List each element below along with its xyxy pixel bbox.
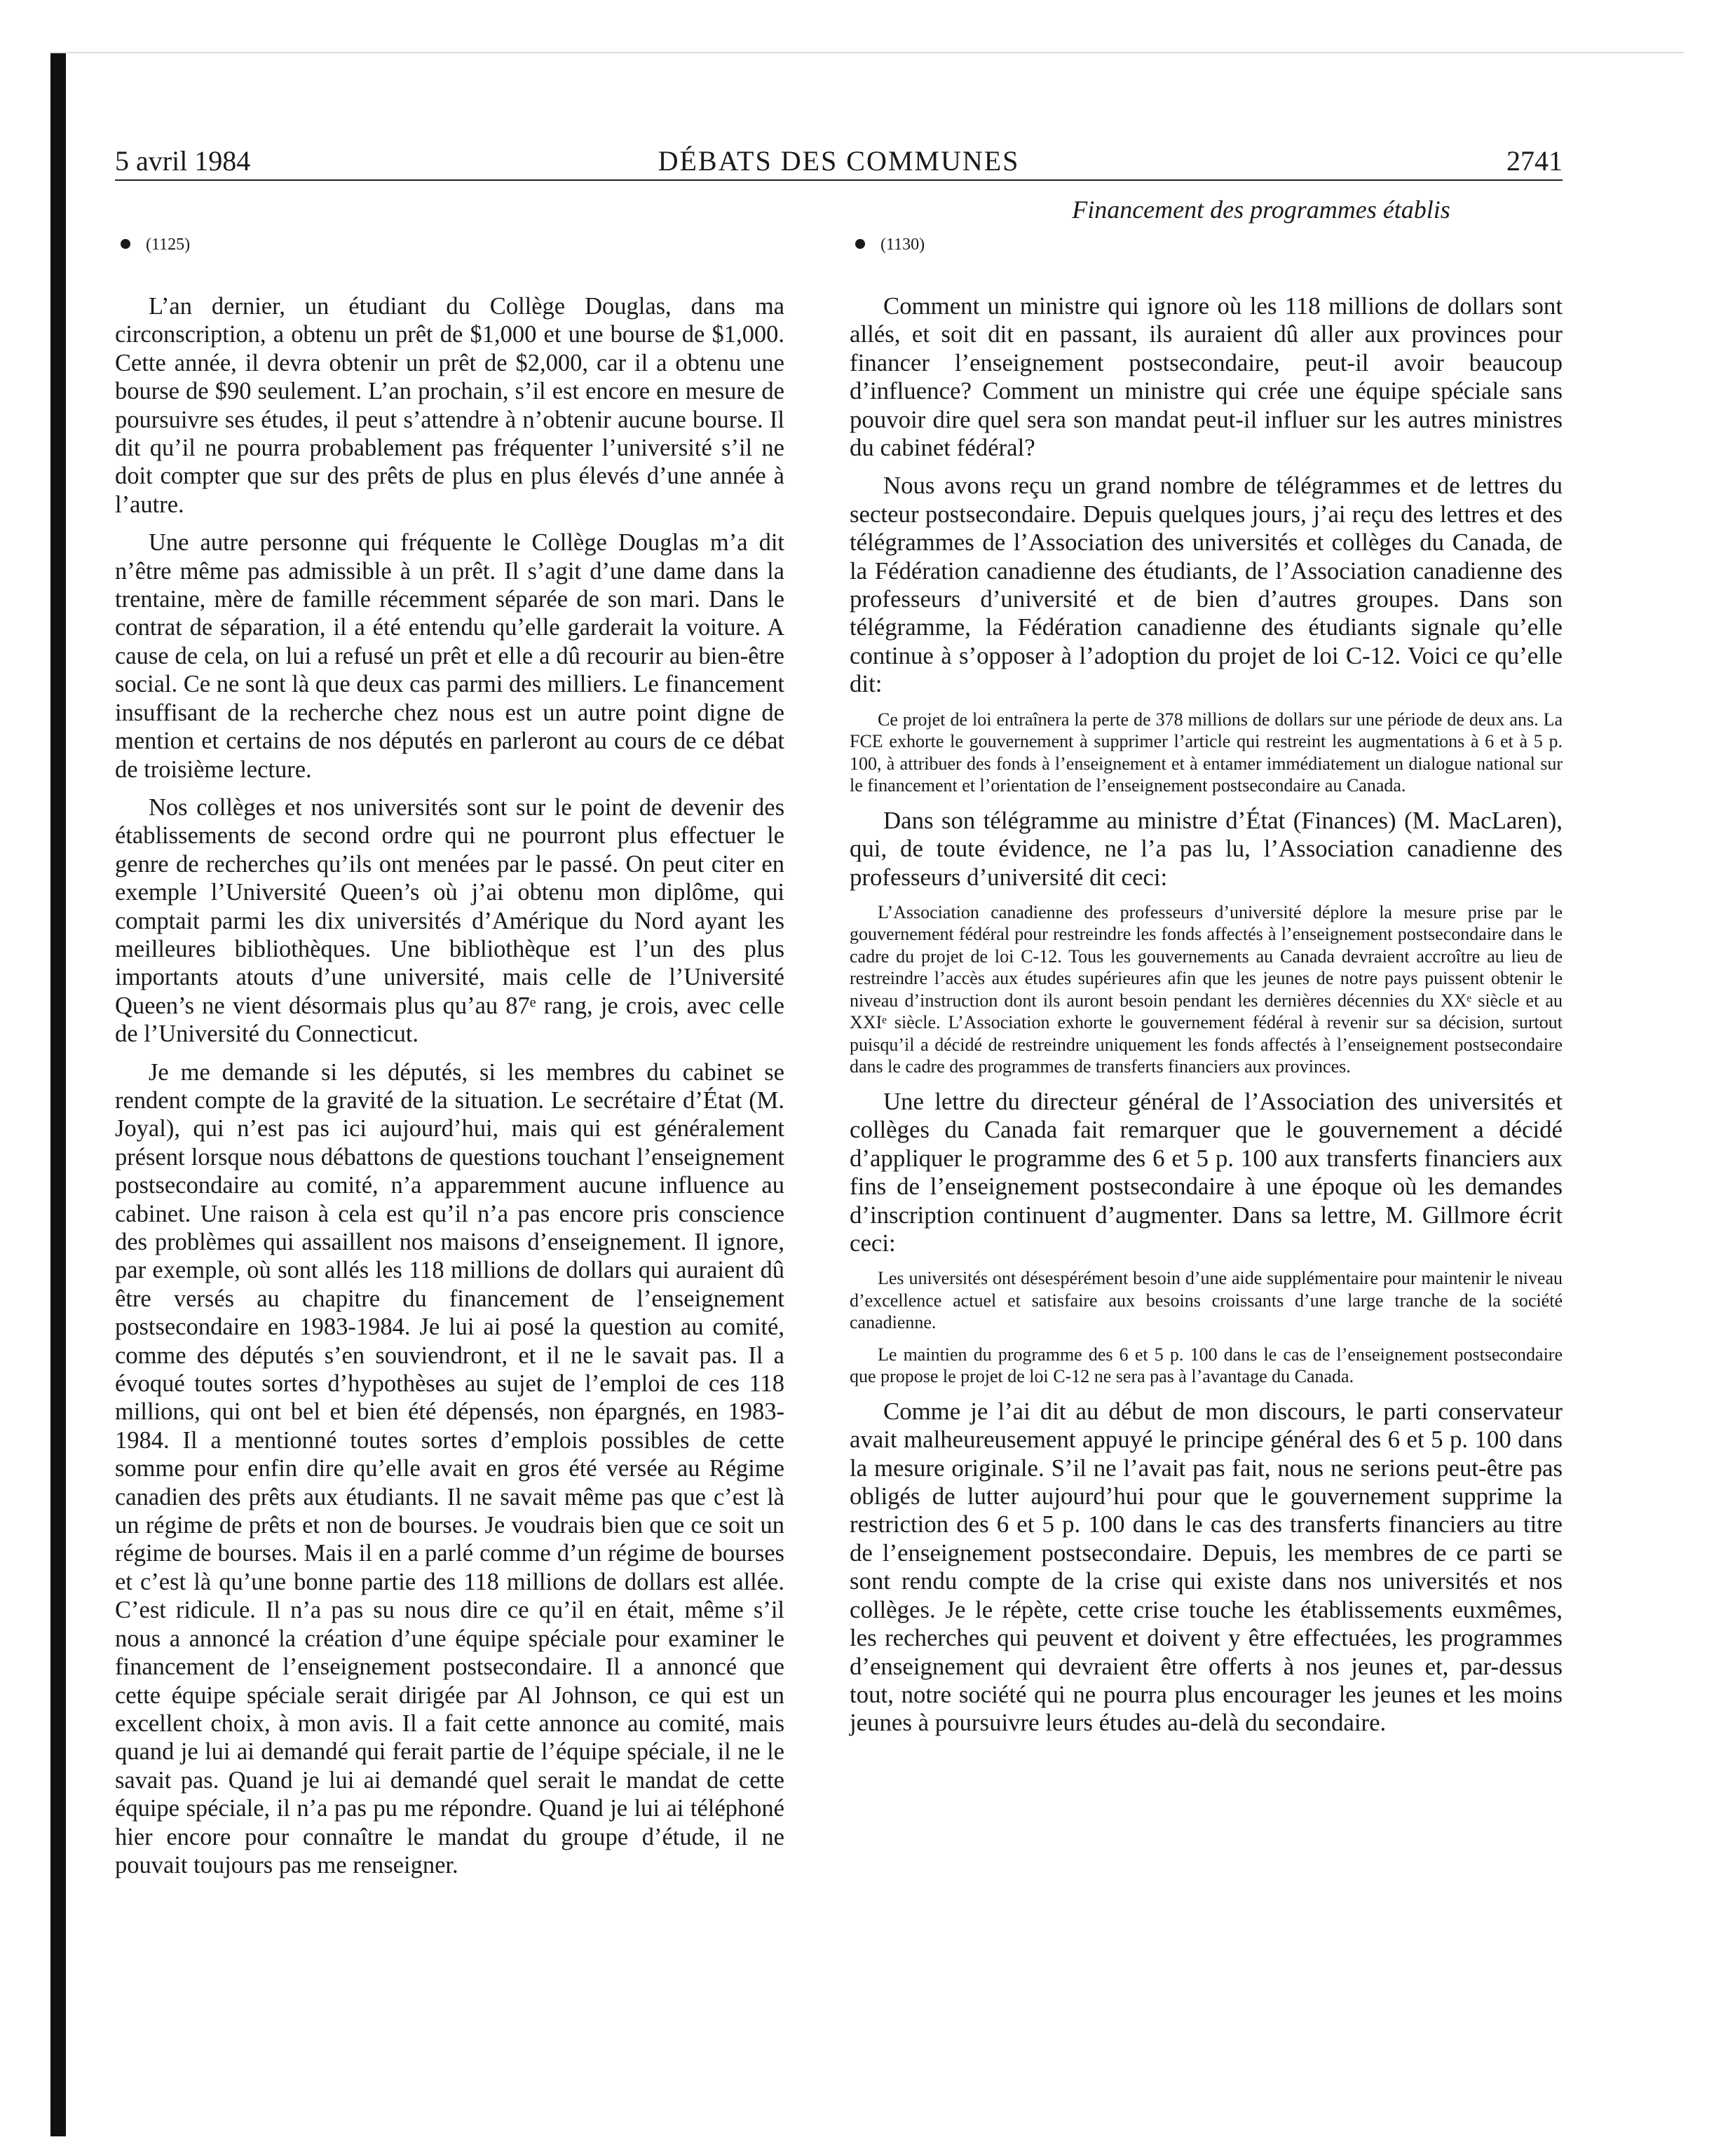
header-rule — [115, 179, 1563, 181]
paragraph: Je me demande si les députés, si les membres du cabinet se rendent compte de la gravité de la situation. Le secrétaire d’État (M. Joyal), qui n’est pas ici aujourd’hui, mais qui est généralement présent lorsque nous débattons de questions touchant l’enseignement postsecondaire au comité, n’a apparemment aucune influence au cabinet. Une raison à cela est qu’il n’a pas encore pris conscience des problèmes qui assaillent nos maisons d’enseignement. Il ignore, par exemple, où sont allés les 118 millions de dollars qui auraient dû être versés au chapitre du financement de l’enseignement postsecondaire en 1983-1984. Je lui ai posé la question au comité, comme des députés s’en souviendront, et il ne le savait pas. Il a évoqué toutes sortes d’hypothèses au sujet de l’emploi de ces 118 millions, qui ont bel et bien été dépensés, non épargnés, en 1983-1984. Il a mentionné toutes sortes d’emplois possibles de cette somme pour enfin dire qu’elle avait en gros été versée au Régime canadien des prêts aux étudiants. Il ne savait même pas que c’est là un régime de prêts et non de bourses. Je voudrais bien que ce soit un régime de bourses. Mais il en a parlé comme d’un régime de bourses et c’est là qu’une bonne partie des 118 millions de dollars est allée. C’est ridicule. Il n’a pas su nous dire ce qu’il en était, même s’il nous a annoncé la création d’une équipe spéciale pour examiner le financement de l’enseignement postsecondaire. Il a annoncé que cette équipe spéciale serait dirigée par Al Johnson, ce qui est un excellent choix, à mon avis. Il a fait cette annonce au comité, mais quand je lui ai demandé qui ferait partie de l’équipe spéciale, il ne le savait pas. Quand je lui ai demandé quel serait le mandat de cette équipe spéciale, il n’a pas pu me répondre. Quand je lui ai téléphoné hier encore pour connaître le mandat du groupe d’étude, il ne pouvait toujours pas me renseigner. — [115, 1058, 784, 1878]
page-header — [115, 140, 1563, 179]
paragraph: Une lettre du directeur général de l’Association des universités et collèges du Canada fait remarquer que le gouvernement a décidé d’appliquer le programme des 6 et 5 p. 100 aux transferts financiers aux fins de l’enseignement postsecondaire à une époque où les demandes d’inscription continuent d’augmenter. Dans sa lettre, M. Gillmore écrit ceci: — [850, 1087, 1563, 1257]
time-marker-text: (1130) — [880, 236, 925, 254]
scan-border — [50, 52, 66, 2136]
left-column — [115, 236, 784, 1889]
header-date: 5 avril 1984 — [115, 145, 251, 177]
time-marker-text: (1125) — [146, 236, 191, 254]
paragraph: Comment un ministre qui ignore où les 118 millions de dollars sont allés, et soit dit en passant, ils auraient dû aller aux provinces pour financer l’enseignement postsecondaire, peut-il avoir beaucoup d’influence? Comment un ministre qui crée une équipe spéciale sans pouvoir dire quel sera son mandat peut-il influer sur les autres ministres du cabinet fédéral? — [850, 292, 1563, 462]
time-marker — [855, 236, 1563, 254]
block-quote: L’Association canadienne des professeurs d’université déplore la mesure prise par le gouvernement fédéral pour restreindre les fonds affectés à l’enseignement postsecondaire dans le cadre du projet de loi C-12. Tous les gouvernements au Canada devraient accroître au lieu de restreindre l’accès aux études supérieures afin que les jeunes de notre pays puissent obtenir le niveau d’instruction dont ils auront besoin pendant les dernières décennies du XXᵉ siècle et au XXIᵉ siècle. L’Association exhorte le gouvernement fédéral à revenir sur sa décision, surtout puisqu’il a décidé de restreindre uniquement les fonds affectés à l’enseignement postsecondaire dans le cadre des programmes de transferts financiers aux provinces. — [850, 901, 1563, 1077]
block-quote: Ce projet de loi entraînera la perte de 378 millions de dollars sur une période de deux ans. La FCE exhorte le gouvernement à supprimer l’article qui restreint les augmentations à 6 et à 5 p. 100, à attribuer des fonds à l’enseignement et à entamer immédiatement un dialogue national sur le financement et l’orientation de l’enseignement postsecondaire au Canada. — [850, 709, 1563, 796]
bullet-icon — [121, 239, 130, 249]
block-quote: Les universités ont désespérément besoin d’une aide supplémentaire pour maintenir le niveau d’excellence actuel et satisfaire aux besoins croissants d’une large tranche de la société canadienne. — [850, 1268, 1563, 1333]
time-marker — [121, 236, 784, 254]
paragraph: L’an dernier, un étudiant du Collège Douglas, dans ma circonscription, a obtenu un prêt de $1,000 et une bourse de $1,000. Cette année, il devra obtenir un prêt de $2,000, car il a obtenu une bourse de $90 seulement. L’an prochain, s’il est encore en mesure de poursuivre ses études, il peut s’attendre à n’obtenir aucune bourse. Il dit qu’il ne pourra probablement pas fréquenter l’université s’il ne doit compter que sur des prêts de plus en plus élevés d’une année à l’autre. — [115, 293, 784, 518]
scan-top-edge — [50, 52, 1684, 53]
section-title: Financement des programmes établis — [1072, 196, 1450, 224]
bullet-icon — [855, 239, 865, 249]
paragraph: Nos collèges et nos universités sont sur le point de devenir des établissements de second ordre qui ne pourront plus effectuer le genre de recherches qu’ils ont menées par le passé. On peut citer en exemple l’Université Queen’s où j’ai obtenu mon diplôme, qui comptait parmi les dix universités d’Amérique du Nord ayant les meilleures bibliothèques. Une bibliothèque est l’un des plus importants atouts d’une université, mais celle de l’Université Queen’s ne vient désormais plus qu’au 87ᵉ rang, je crois, avec celle de l’Université du Connecticut. — [115, 793, 784, 1048]
document-page — [115, 140, 1563, 2117]
block-quote: Le maintien du programme des 6 et 5 p. 100 dans le cas de l’enseignement postsecondaire que propose le projet de loi C-12 ne sera pas à l’avantage du Canada. — [850, 1344, 1563, 1387]
paragraph: Comme je l’ai dit au début de mon discours, le parti conservateur avait malheureusement appuyé le principe général des 6 et 5 p. 100 dans la mesure originale. S’il ne l’avait pas fait, nous ne serions peut-être pas obligés de lutter aujourd’hui pour que le gouvernement supprime la restriction des 6 et 5 p. 100 dans le cas des transferts financiers au titre de l’enseignement postsecondaire. Depuis, les membres de ce parti se sont rendu compte de la crise qui existe dans nos universités et nos collèges. Je le répète, cette crise touche les établissements euxmêmes, les recherches qui peuvent et doivent y être effectuées, les programmes d’enseignement qui devraient être offerts à nos jeunes et, par-dessus tout, notre société qui ne pourra plus encourager les jeunes et les moins jeunes à poursuivre leurs études au-delà du secondaire. — [850, 1397, 1563, 1737]
header-title: DÉBATS DES COMMUNES — [658, 145, 1020, 177]
paragraph: Nous avons reçu un grand nombre de télégrammes et de lettres du secteur postsecondaire. Depuis quelques jours, j’ai reçu des lettres et des télégrammes de l’Association des universités et collèges du Canada, de la Fédération canadienne des étudiants, de l’Association canadienne des professeurs d’université et de bien d’autres groupes. Dans son télégramme, la Fédération canadienne des étudiants signale qu’elle continue à s’opposer à l’adoption du projet de loi C-12. Voici ce qu’elle dit: — [850, 472, 1563, 698]
right-column — [850, 236, 1563, 1747]
paragraph: Dans son télégramme au ministre d’État (Finances) (M. MacLaren), qui, de toute évidence, ne l’a pas lu, l’Association canadienne des professeurs d’université dit ceci: — [850, 806, 1563, 891]
paragraph: Une autre personne qui fréquente le Collège Douglas m’a dit n’être même pas admissible à un prêt. Il s’agit d’une dame dans la trentaine, mère de famille récemment séparée de son mari. Dans le contrat de séparation, il a été entendu qu’elle garderait la voiture. A cause de cela, on lui a refusé un prêt et elle a dû recourir au bien-être social. Ce ne sont là que deux cas parmi des milliers. Le financement insuffisant de la recherche chez nous est un autre point digne de mention et certains de nos députés en parleront au cours de ce débat de troisième lecture. — [115, 529, 784, 783]
header-page-number: 2741 — [1506, 145, 1563, 177]
